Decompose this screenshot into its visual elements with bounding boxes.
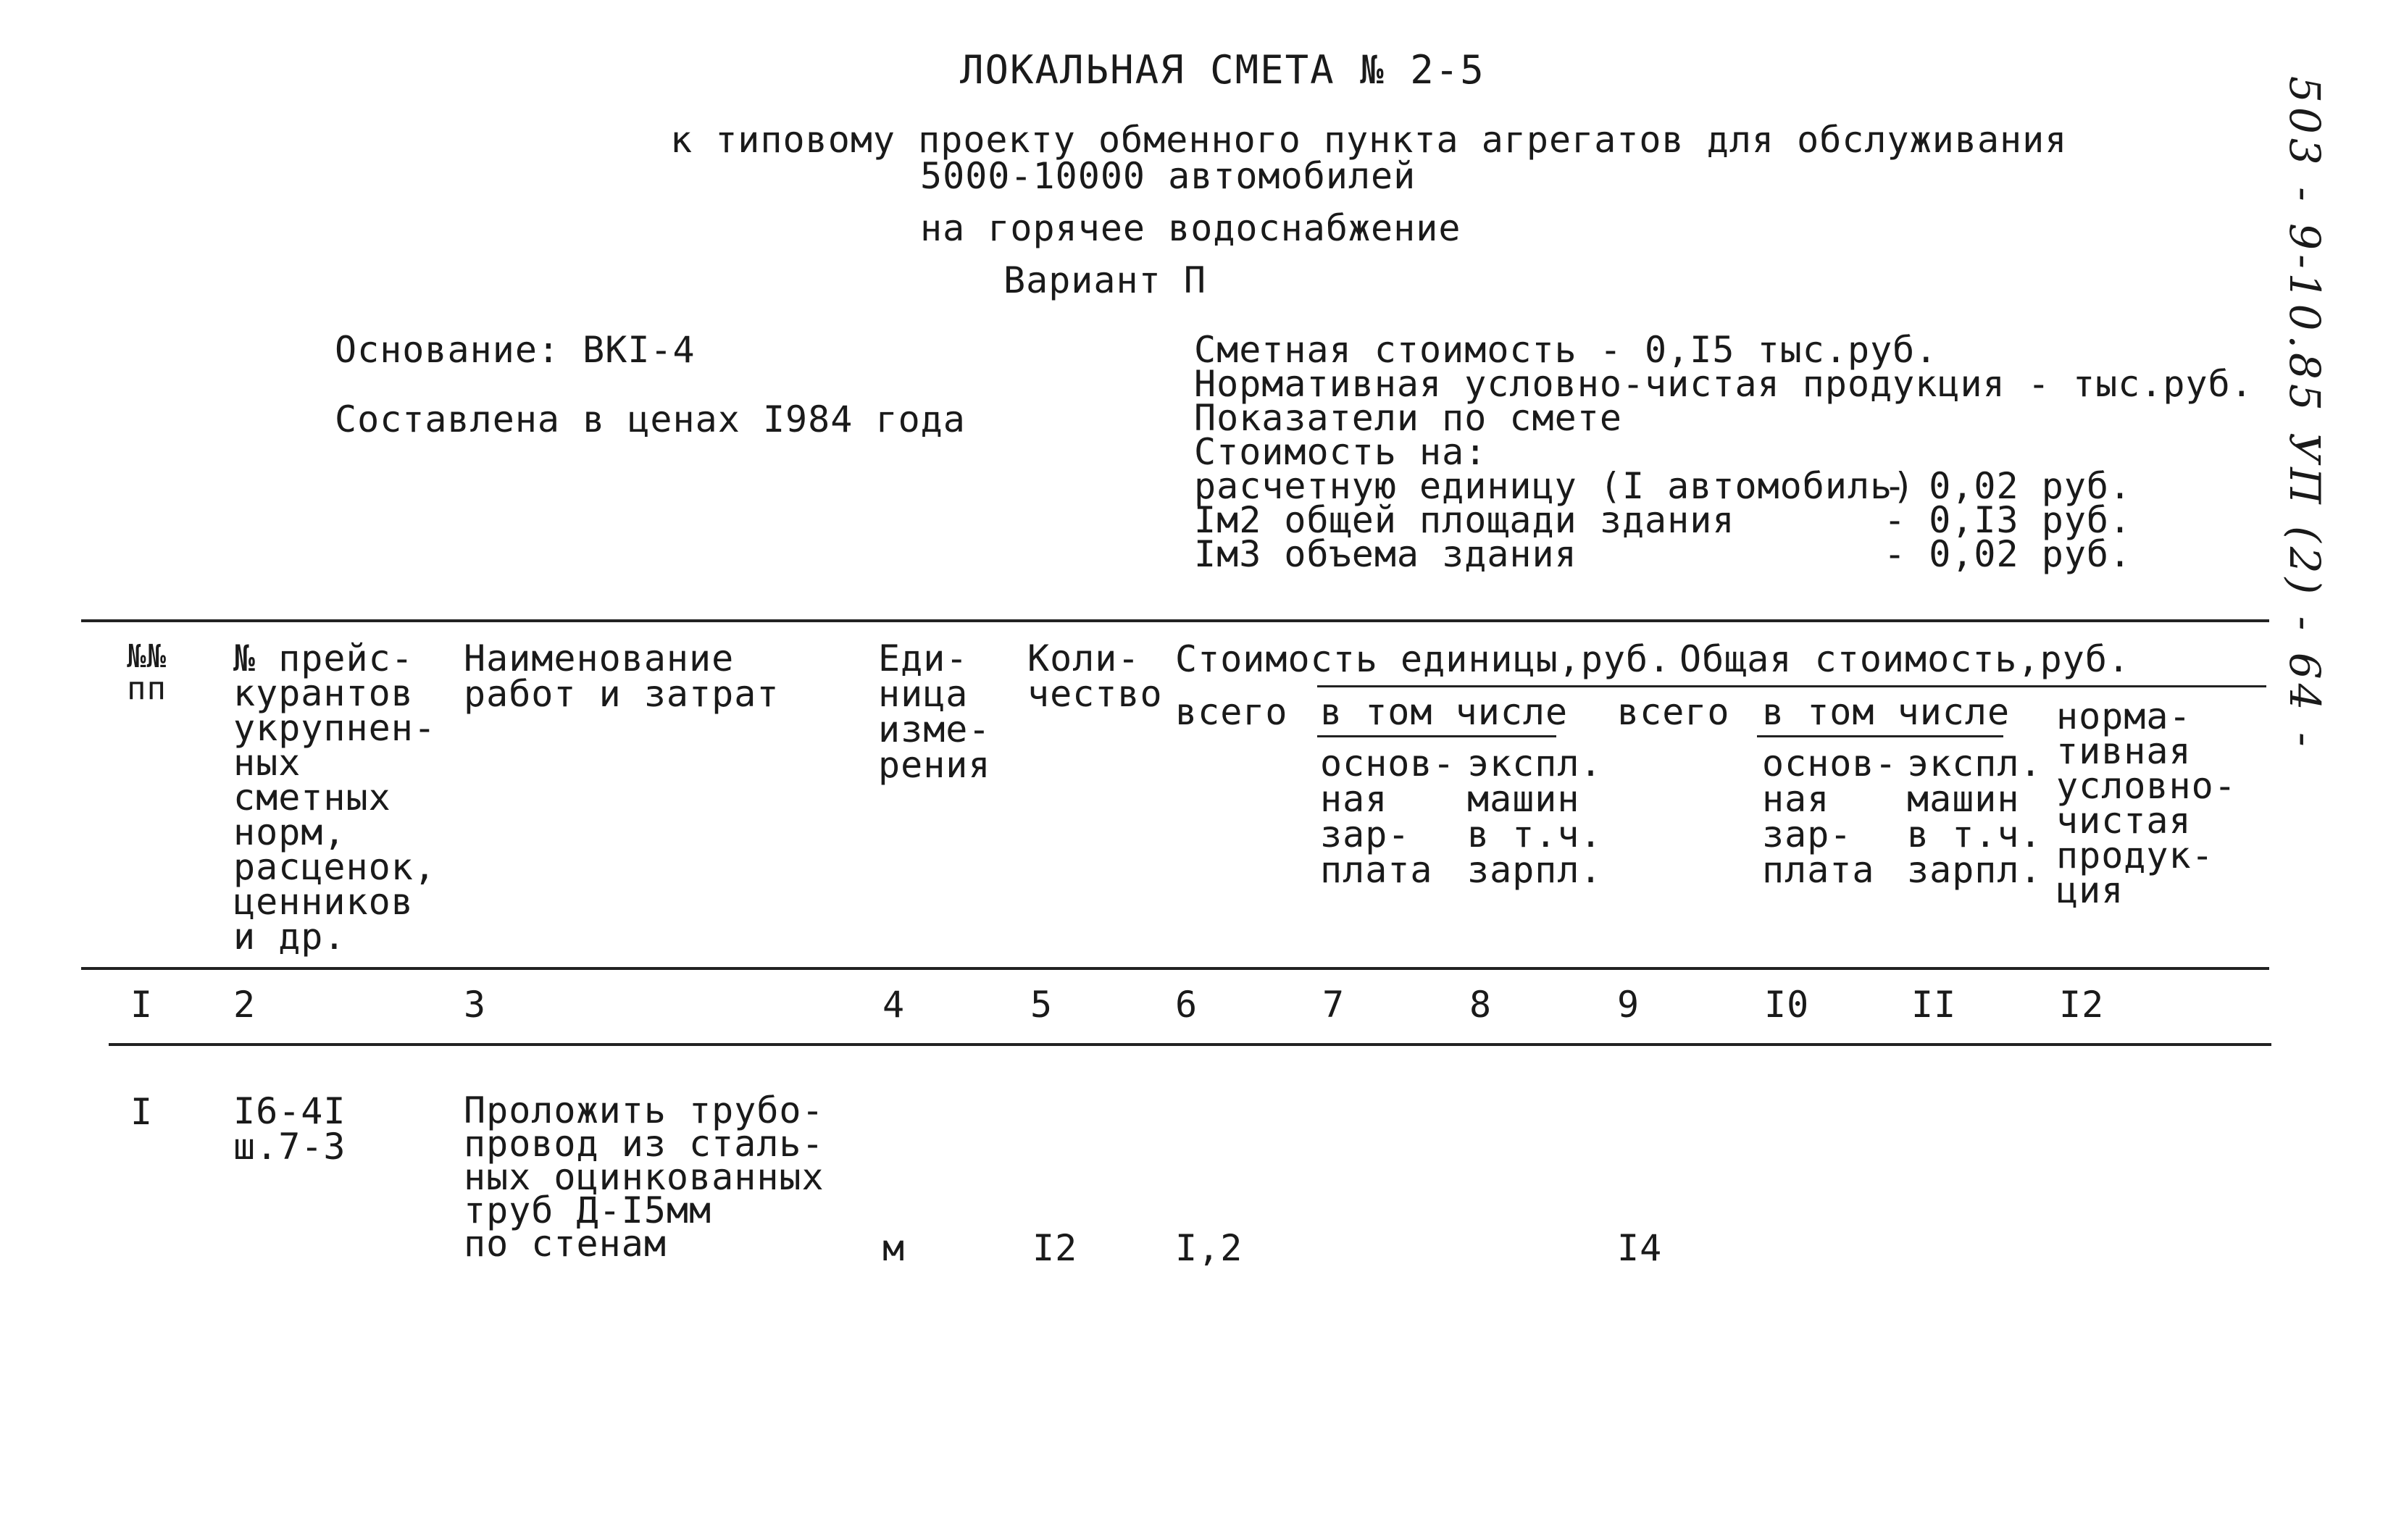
prices-year-text: Составлена в ценах I984 года — [335, 398, 966, 440]
header-quantity: Коли- чество — [1027, 637, 1163, 715]
subtitle-variant: Вариант П — [1003, 259, 1206, 301]
colnum-12: I2 — [2059, 984, 2105, 1026]
row-unit: м — [882, 1227, 906, 1269]
colnum-8: 8 — [1469, 984, 1493, 1026]
subtitle-section: на горячее водоснабжение — [920, 207, 1461, 249]
colnum-9: 9 — [1617, 984, 1640, 1026]
header-total-including: в том числе — [1762, 691, 2011, 733]
subtitle-project: к типовому проекту обменного пункта агрегатов для обслуживания — [670, 119, 2068, 161]
document-title: ЛОКАЛЬНАЯ СМЕТА № 2-5 — [960, 47, 1485, 93]
summary-per-car-label: расчетную единицу (I автомобиль) — [1194, 465, 1916, 507]
header-unit-cost: Стоимость единицы,руб. — [1175, 638, 1671, 680]
colnum-3: 3 — [464, 984, 487, 1026]
header-unit-all: всего — [1175, 691, 1288, 733]
header-unit-including: в том числе — [1320, 691, 1569, 733]
incl-underline-2 — [1757, 735, 2003, 737]
header-unit-base-wage: основ- ная зар- плата — [1320, 742, 1456, 891]
header-unit: Еди- ница изме- рения — [878, 637, 991, 786]
header-normative-product: норма- тивная условно- чистая продук- ция — [2056, 695, 2237, 911]
header-total-all: всего — [1617, 691, 1730, 733]
header-row-number: №№ пп — [127, 638, 167, 707]
header-bottom-rule — [81, 967, 2269, 970]
summary-per-m3-value: - 0,02 руб. — [1884, 533, 2132, 575]
cost-group-rule — [1317, 685, 2266, 687]
header-total-base-wage: основ- ная зар- плата — [1762, 742, 1898, 891]
colnum-4: 4 — [882, 984, 906, 1026]
header-unit-machines: экспл. машин в т.ч. зарпл. — [1467, 742, 1603, 891]
summary-per-m2-value: - 0,I3 руб. — [1884, 499, 2132, 541]
colnum-5: 5 — [1030, 984, 1053, 1026]
basis-text: Основание: ВКI-4 — [335, 329, 696, 371]
row-total-cost-all: I4 — [1617, 1227, 1663, 1269]
colnum-bottom-rule — [109, 1043, 2271, 1046]
colnum-11: II — [1911, 984, 1957, 1026]
margin-document-code: 503 - 9-10.85 УП (2) - 64 - — [2280, 76, 2329, 751]
summary-cost-for: Стоимость на: — [1194, 431, 1487, 473]
header-work-name: Наименование работ и затрат — [464, 637, 780, 715]
row-price-list-code: I6-4I ш.7-3 — [233, 1090, 346, 1168]
row-quantity: I2 — [1032, 1227, 1078, 1269]
colnum-7: 7 — [1322, 984, 1345, 1026]
colnum-6: 6 — [1175, 984, 1198, 1026]
colnum-1: I — [130, 984, 154, 1026]
summary-estimated-cost: Сметная стоимость - 0,I5 тыс.руб. — [1194, 329, 1938, 371]
header-total-machines: экспл. машин в т.ч. зарпл. — [1907, 742, 2042, 891]
row-number: I — [130, 1091, 154, 1133]
summary-per-m2-label: Iм2 общей площади здания — [1194, 499, 1735, 541]
summary-per-car-value: - 0,02 руб. — [1884, 465, 2132, 507]
colnum-10: I0 — [1764, 984, 1810, 1026]
table-top-rule — [81, 619, 2269, 622]
colnum-2: 2 — [233, 984, 256, 1026]
summary-per-m3-label: Iм3 объема здания — [1194, 533, 1577, 575]
row-work-name: Проложить трубо- провод из сталь- ных оцинкованных труб Д-I5мм по стенам — [464, 1089, 825, 1265]
summary-normative-product: Нормативная условно-чистая продукция - тыс.руб. — [1194, 363, 2253, 405]
row-unit-cost-all: I,2 — [1175, 1227, 1243, 1269]
header-total-cost: Общая стоимость,руб. — [1679, 638, 2131, 680]
header-price-list-ref: № прейс- курантов укрупнен- ных сметных норм, расценок, ценников и др. — [233, 637, 436, 958]
subtitle-capacity: 5000-10000 автомобилей — [920, 155, 1416, 197]
summary-indicators-heading: Показатели по смете — [1194, 397, 1622, 439]
incl-underline-1 — [1317, 735, 1556, 737]
